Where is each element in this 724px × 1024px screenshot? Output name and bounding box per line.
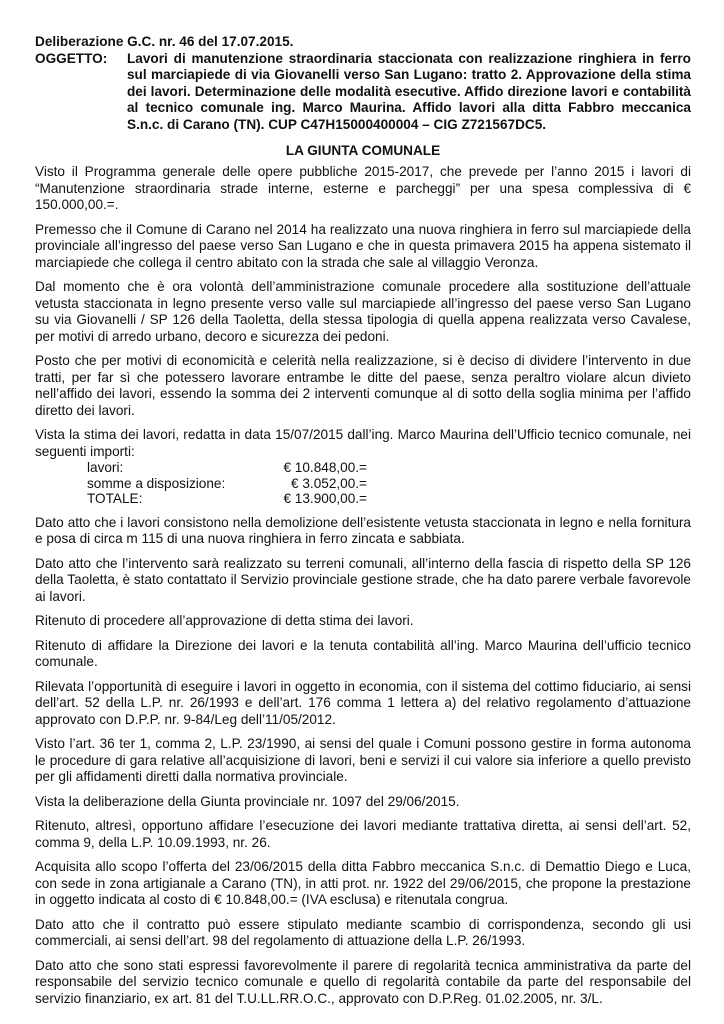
paragraph-stima: Vista la stima dei lavori, redatta in data 15/07/2015 dall’ing. Marco Maurina dell’Ufficio tecnico comunale, nei seguenti importi: xyxy=(35,427,691,459)
paragraph-rilevata: Rilevata l’opportunità di eseguire i lavori in oggetto in economia, con il sistema del cottimo fiduciario, ai sensi dell’art. 52 della L.P. nr. 26/1993 e dell’art. 176 comma 1 lettera a) del relativo regolamento d’attuazione approvato con D.P.P. nr. 9-84/Leg dell’11/05/2012. xyxy=(35,678,691,727)
paragraph-visto-art: Visto l’art. 36 ter 1, comma 2, L.P. 23/1990, ai sensi del quale i Comuni possono gestire in forma autonoma le procedure di gara relative all’acquisizione di lavori, beni e servizi il cui valore sia inferiore a quello previsto per gli affidamenti diretti dalla normativa provinciale. xyxy=(35,736,691,784)
amount-label: TOTALE: xyxy=(87,491,143,506)
paragraph-lavori: Dato atto che i lavori consistono nella demolizione dell’esistente vetusta staccionata in legno e nella fornitura e posa di circa m 115 di una nuova ringhiera in ferro zincata e sabbiata. xyxy=(35,514,691,546)
amount-row xyxy=(87,460,691,476)
amounts-table xyxy=(87,460,691,507)
paragraph-vista-deliberazione: Vista la deliberazione della Giunta provinciale nr. 1097 del 29/06/2015. xyxy=(35,793,460,809)
amount-row xyxy=(87,476,691,492)
paragraph-trattativa: Ritenuto, altresì, opportuno affidare l’esecuzione dei lavori mediante trattativa diretta, ai sensi dell’art. 52, comma 9, della L.P. 10.09.1993, nr. 26. xyxy=(35,818,691,850)
amount-label: lavori: xyxy=(87,460,124,475)
paragraph-contratto: Dato atto che il contratto può essere stipulato mediante scambio di corrispondenza, secondo gli usi commerciali, ai sensi dell’art. 98 del regolamento di attuazione della L.P. 26/1993. xyxy=(35,916,691,948)
paragraph-offerta: Acquisita allo scopo l’offerta del 23/06/2015 della ditta Fabbro meccanica S.n.c. di Demattio Diego e Luca, con sede in zona artigianale a Carano (TN), in atti prot. nr. 1922 del 29/06/2015, che propone la prestazione in oggetto indicata al costo di € 10.848,00.= (IVA esclusa) e ritenutala congrua. xyxy=(35,859,691,907)
oggetto-label: OGGETTO: xyxy=(35,50,108,66)
amount-row xyxy=(87,491,691,507)
oggetto-block xyxy=(35,51,691,134)
oggetto-text: Lavori di manutenzione straordinaria staccionata con realizzazione ringhiera in ferro sul marciapiede di via Giovanelli verso San Lugano: tratto 2. Approvazione della stima dei lavori. Determinazione delle modalità esecutive. Affido direzione lavori e contabilità al tecnico comunale ing. Marco Maurina. Affido lavori alla ditta Fabbro meccanica S.n.c. di Carano (TN). CUP C47H15000400004 – CIG Z721567DC5. xyxy=(127,50,691,132)
amount-label: somme a disposizione: xyxy=(87,475,226,491)
paragraph-terreni: Dato atto che l’intervento sarà realizzato su terreni comunali, all’interno della fascia di rispetto della SP 126 della Taoletta, è stato contattato il Servizio provinciale gestione strade, che ha dato parere verbale favorevole ai lavori. xyxy=(35,555,691,604)
document-title: LA GIUNTA COMUNALE xyxy=(285,143,441,158)
amount-value: € 13.900,00.= xyxy=(283,491,367,506)
paragraph-pareri: Dato atto che sono stati espressi favorevolmente il parere di regolarità tecnica amministrativa da parte del responsabile del servizio tecnico comunale e quello di regolarità contabile da parte del responsabile del servizio finanziario, ex art. 81 del T.U.LL.RR.O.C., approvato con D.P.Reg. 01.02.2005, nr. 3/L. xyxy=(35,957,691,1006)
amount-value: € 3.052,00.= xyxy=(291,475,367,491)
deliberazione-heading: Deliberazione G.C. nr. 46 del 17.07.2015. xyxy=(35,34,294,49)
document-page xyxy=(35,34,691,1015)
paragraph-programma: Visto il Programma generale delle opere pubbliche 2015-2017, che prevede per l’anno 2015 i lavori di “Manutenzione straordinaria strade interne, esterne e parcheggi” per una spesa complessiva di € 150.000,00.=. xyxy=(35,164,691,212)
amount-value: € 10.848,00.= xyxy=(283,460,367,475)
paragraph-posto: Posto che per motivi di economicità e celerità nella realizzazione, si è deciso di dividere l’intervento in due tratti, per far sì che potessero lavorare entrambe le ditte del paese, senza peraltro violare alcun divieto nell’affido dei lavori, essendo la somma dei 2 interventi comunque al di sotto della soglia minima per l’affido diretto dei lavori. xyxy=(35,353,691,418)
paragraph-volonta: Dal momento che è ora volontà dell’amministrazione comunale procedere alla sostituzione dell’attuale vetusta staccionata in legno presente verso valle sul marciapiede all’ingresso del paese verso San Lugano su via Giovanelli / SP 126 della Taoletta, della stessa tipologia di quella appena realizzata verso Cavalese, per motivi di arredo urbano, decoro e sicurezza dei pedoni. xyxy=(35,279,691,344)
paragraph-ritenuto-direzione: Ritenuto di affidare la Direzione dei lavori e la tenuta contabilità all’ing. Marco Maurina dell’ufficio tecnico comunale. xyxy=(35,637,691,669)
paragraph-ritenuto-stima: Ritenuto di procedere all’approvazione di detta stima dei lavori. xyxy=(35,613,414,628)
paragraph-premesso: Premesso che il Comune di Carano nel 2014 ha realizzato una nuova ringhiera in ferro sul marciapiede della provinciale all’ingresso del paese verso San Lugano e che in questa primavera 2015 ha appena sistemato il marciapiede che collega il centro abitato con la strada che sale al villaggio Veronza. xyxy=(35,221,691,270)
